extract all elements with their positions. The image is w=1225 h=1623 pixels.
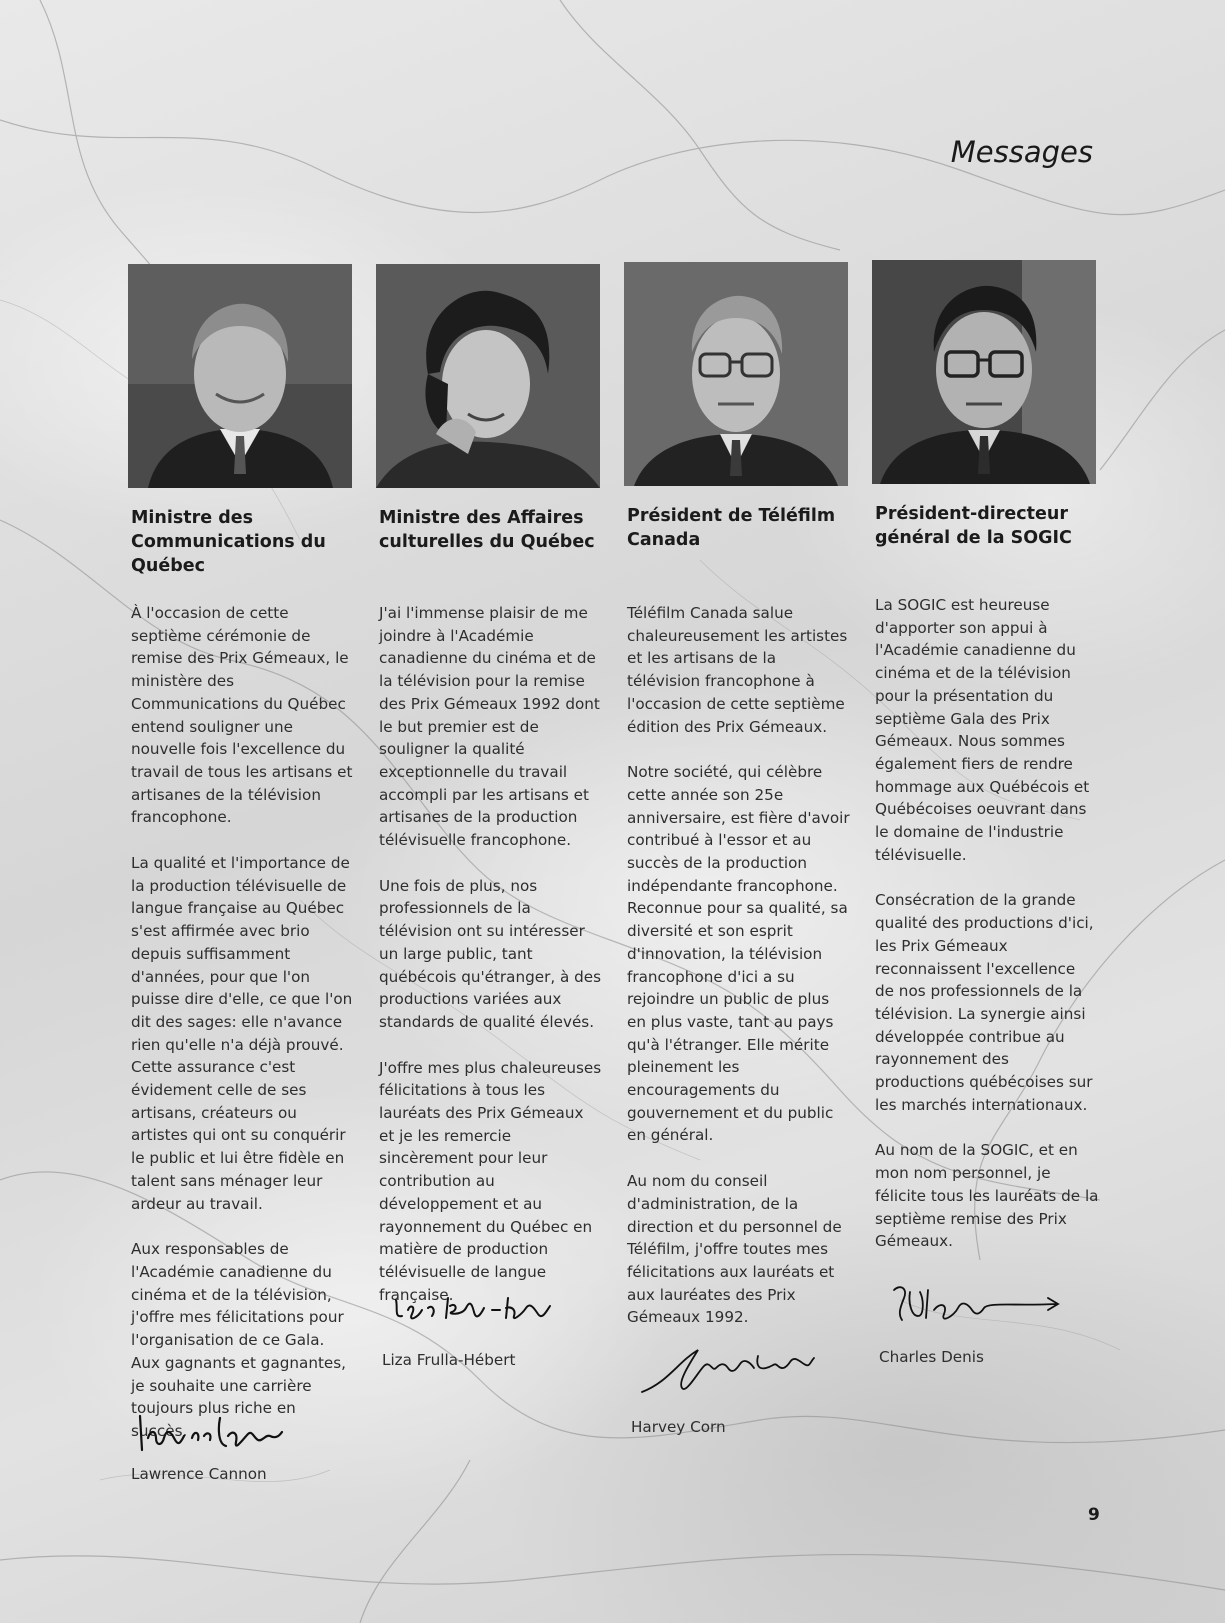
- message-paragraph: J'ai l'immense plaisir de me joindre à l'Académie canadienne du cinéma et de la télévision pour la remise des Prix Gémeaux 1992 dont le but premier est de souligner la qualité exceptionnelle du travail accompli par les artisans et artisanes de la production télévisuelle francophone.: [379, 604, 600, 850]
- message-paragraph: J'offre mes plus chaleureuses félicitations à tous les lauréats des Prix Gémeaux et je les remercie sincèrement pour leur contribution au développement et au rayonnement du Québec en matière de production télévisuelle de langue française.: [379, 1058, 602, 1304]
- role-title: Président-directeur général de la SOGIC: [875, 504, 1072, 548]
- page-title: Messages: [950, 135, 1093, 169]
- signature-liza-frulla-hebert: [388, 1288, 568, 1328]
- message-paragraph: Une fois de plus, nos professionnels de la télévision ont su intéresser un large public, tant québécois qu'étranger, à des productions variées aux standards de qualité élevés.: [379, 876, 602, 1031]
- message-paragraph: Notre société, qui célèbre cette année son 25e anniversaire, est fière d'avoir contribué à l'essor et au succès de la production indépendante francophone. Reconnue pour sa qualité, sa diversité et son esprit d'innovation, la télévision francophone d'ici a su rejoindre un public de plus en plus vaste, tant au pays qu'à l'étranger. Elle mérite pleinement les encouragements du gouvernement et du public en général.: [627, 763, 850, 1145]
- role-title: Ministre des Affaires culturelles du Québec: [379, 508, 595, 552]
- role-title: Président de Téléfilm Canada: [627, 506, 836, 550]
- signature-lawrence-cannon: [134, 1408, 294, 1458]
- message-column-telefilm: [624, 262, 850, 1352]
- message-paragraph: Au nom du conseil d'administration, de la direction et du personnel de Téléfilm, j'offre toutes mes félicitations aux lauréats et aux lauréates des Prix Gémeaux 1992.: [627, 1172, 842, 1327]
- message-paragraph: Téléfilm Canada salue chaleureusement les artistes et les artisans de la télévision francophone à l'occasion de cette septième édition des Prix Gémeaux.: [627, 604, 848, 736]
- message-body: [627, 602, 851, 1329]
- message-paragraph: À l'occasion de cette septième cérémonie de remise des Prix Gémeaux, le ministère des Communications du Québec entend souligner une nouvelle fois l'excellence du travail de tous les artisans et artisanes de la télévision francophone.: [131, 604, 353, 827]
- page-number: 9: [1088, 1505, 1100, 1525]
- role-title: Ministre des Communications du Québec: [131, 508, 326, 576]
- message-column-sogic: [872, 260, 1098, 1276]
- signature-harvey-corn: [638, 1342, 818, 1398]
- portrait-photo: [872, 260, 1096, 484]
- signer-name: Liza Frulla-Hébert: [382, 1351, 516, 1369]
- message-paragraph: Consécration de la grande qualité des productions d'ici, les Prix Gémeaux reconnaissent l'excellence de nos professionnels de la télévision. La synergie ainsi développée contribue au rayonnement des productions québécoises sur les marchés internationaux.: [875, 891, 1094, 1114]
- portrait-photo: [128, 264, 352, 488]
- message-paragraph: La SOGIC est heureuse d'apporter son appui à l'Académie canadienne du cinéma et de la télévision pour la présentation du septième Gala des Prix Gémeaux. Nous sommes également fiers de rendre hommage aux Québécois et Québécoises oeuvrant dans le domaine de l'industrie télévisuelle.: [875, 596, 1090, 864]
- message-column-communications: [128, 264, 354, 1466]
- message-paragraph: Aux responsables de l'Académie canadienne du cinéma et de la télévision, j'offre mes félicitations pour l'organisation de ce Gala. Aux gagnants et gagnantes, je souhaite une carrière toujours plus riche en succès.: [131, 1240, 346, 1440]
- message-paragraph: La qualité et l'importance de la production télévisuelle de langue française au Québec s'est affirmée avec brio depuis suffisamment d'années, pour que l'on puisse dire d'elle, ce que l'on dit des sages: elle n'avance rien qu'elle n'a déjà prouvé. Cette assurance c'est évidement celle de ses artisans, créateurs ou artistes qui ont su conquérir le public et lui être fidèle en talent sans ménager leur ardeur au travail.: [131, 854, 353, 1213]
- signer-name: Charles Denis: [879, 1348, 984, 1366]
- message-body: [131, 602, 355, 1443]
- signer-name: Harvey Corn: [631, 1418, 726, 1436]
- signature-charles-denis: [884, 1280, 1064, 1330]
- message-body: [379, 602, 603, 1306]
- signer-name: Lawrence Cannon: [131, 1465, 267, 1483]
- portrait-photo: [376, 264, 600, 488]
- message-column-affaires-culturelles: [376, 264, 602, 1329]
- message-paragraph: Au nom de la SOGIC, et en mon nom personnel, je félicite tous les lauréats de la septième remise des Prix Gémeaux.: [875, 1141, 1099, 1251]
- message-body: [875, 594, 1099, 1253]
- portrait-photo: [624, 262, 848, 486]
